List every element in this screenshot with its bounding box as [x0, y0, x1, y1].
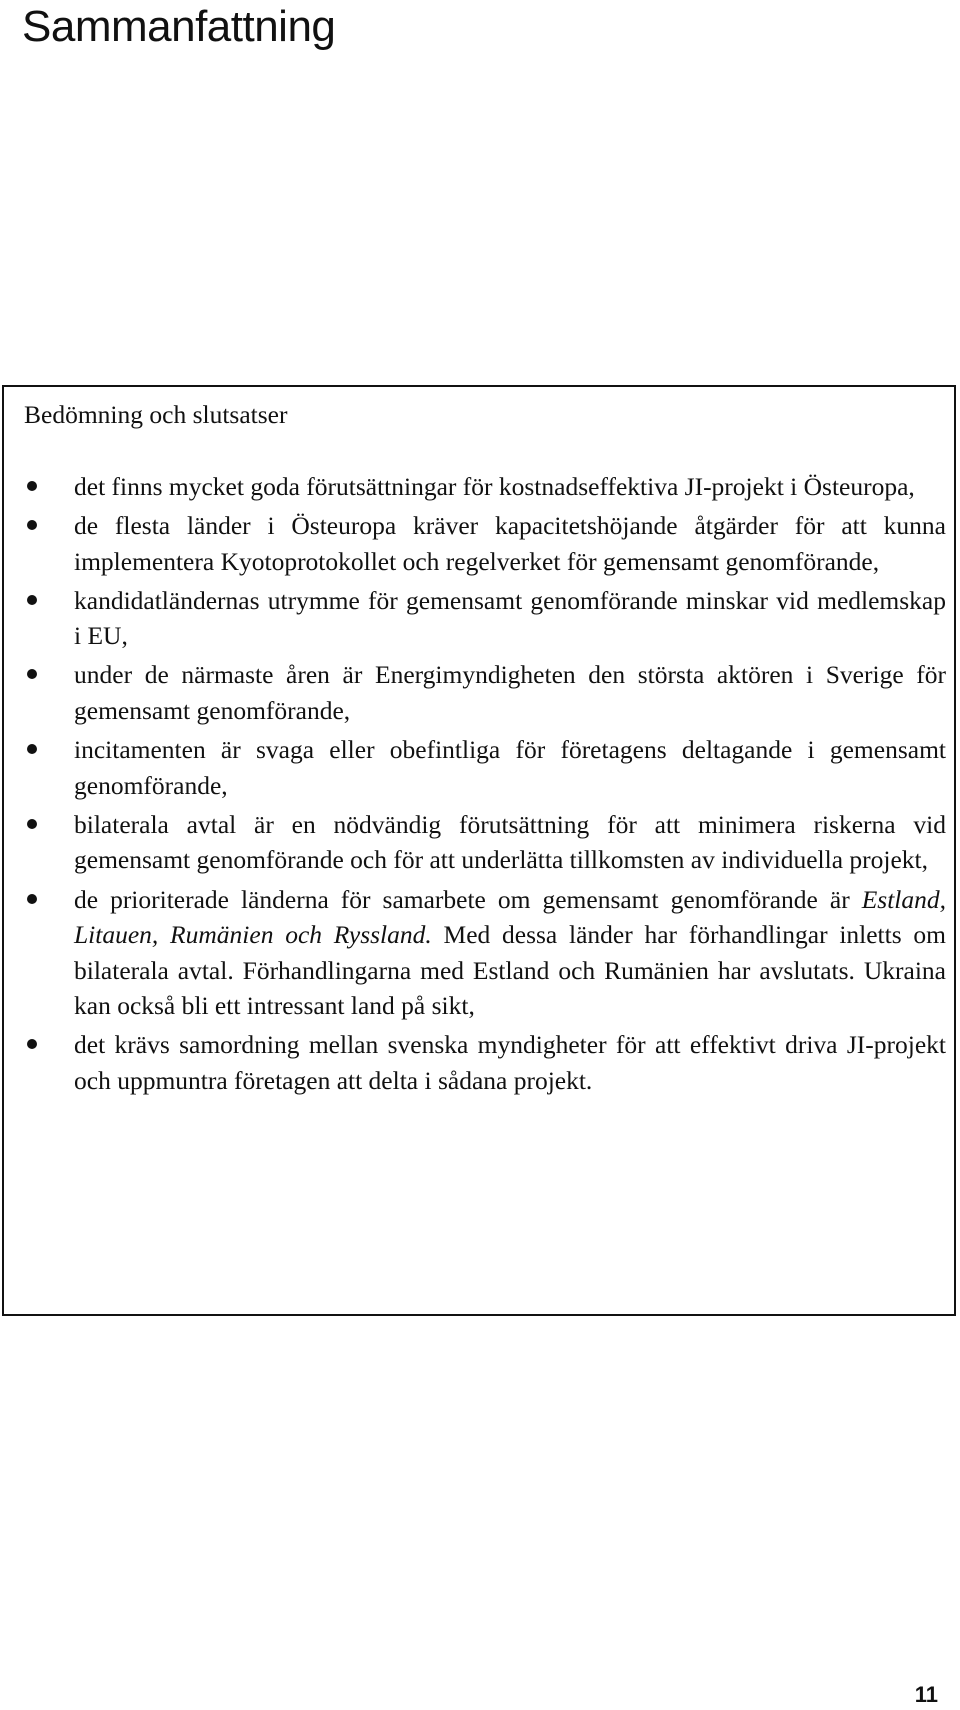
page-title: Sammanfattning	[22, 2, 336, 51]
list-item-text: under de närmaste åren är Energimyndigheten den största aktören i Sverige för gemensamt genomförande,	[74, 660, 946, 726]
bullet-icon	[27, 669, 37, 679]
list-item-text-after: Med dessa länder har förhandlingar inletts om bilaterala avtal. Förhandlingarna med Estland och Rumänien har avslutats. Ukraina kan också bli ett intressant land på sikt,	[74, 920, 946, 1021]
list-item-text: bilaterala avtal är en nödvändig förutsättning för att minimera riskerna vid gemensamt genomförande och för att underlätta tillkomsten av individuella projekt,	[74, 809, 946, 875]
list-item-text: incitamenten är svaga eller obefintliga för företagens deltagande i gemensamt genomförande,	[74, 735, 946, 800]
bullet-icon	[27, 595, 37, 605]
summary-box	[2, 385, 956, 1316]
page-number: 11	[914, 1682, 938, 1707]
bullet-icon	[27, 481, 37, 491]
list-item-text: det krävs samordning mellan svenska myndigheter för att effektivt driva JI-projekt och uppmuntra företagen att delta i sådana projekt.	[74, 1030, 946, 1095]
list-item-text: det finns mycket goda förutsättningar för kostnadseffektiva JI-projekt i Östeuropa,	[74, 472, 915, 501]
list-item	[74, 732, 946, 803]
bullet-list	[74, 469, 946, 1102]
bullet-icon	[27, 1039, 37, 1049]
list-item	[74, 657, 946, 728]
list-item	[74, 469, 946, 505]
list-item	[74, 807, 946, 878]
list-item	[74, 1027, 946, 1098]
bullet-icon	[27, 520, 37, 530]
box-heading: Bedömning och slutsatser	[24, 400, 288, 429]
bullet-icon	[27, 744, 37, 754]
bullet-icon	[27, 894, 37, 904]
priority-countries: Estland, Litauen, Rumänien och Ryssland.	[74, 884, 946, 950]
list-item-text: de flesta länder i Östeuropa kräver kapacitetshöjande åtgärder för att kunna implementera Kyotoprotokollet och regelverket för gemensamt genomförande,	[74, 511, 946, 576]
list-item	[74, 508, 946, 579]
list-item-text: kandidatländernas utrymme för gemensamt genomförande minskar vid medlemskap i EU,	[74, 585, 946, 651]
list-item	[74, 882, 946, 1024]
list-item	[74, 583, 946, 654]
bullet-icon	[27, 819, 37, 829]
list-item-text-before: de prioriterade länderna för samarbete om gemensamt genomförande är	[74, 884, 862, 914]
